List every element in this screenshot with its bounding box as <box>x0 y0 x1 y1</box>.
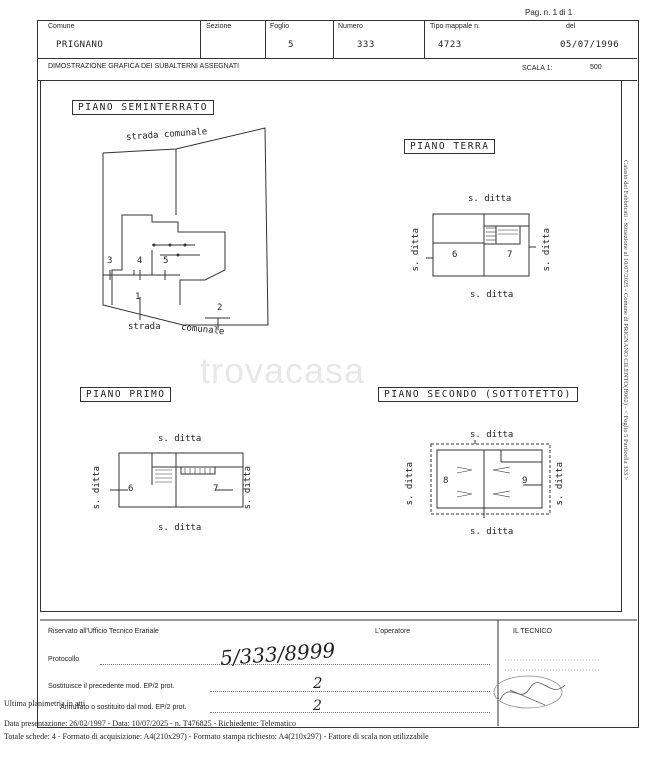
terra-sub-7: 7 <box>507 250 513 260</box>
piano-secondo-label: PIANO SECONDO (SOTTOTETTO) <box>378 387 578 402</box>
numero-value: 333 <box>357 40 375 50</box>
page-num: 1 <box>552 8 558 17</box>
tecnico-label: IL TECNICO <box>513 628 552 635</box>
sostituisce-value: 2 <box>313 674 323 692</box>
del-value: 05/07/1996 <box>560 40 620 50</box>
reserved-label: Riservato all'Ufficio Tecnico Erariale <box>48 628 159 635</box>
sezione-label: Sezione <box>206 23 232 30</box>
strada-comunale-top: strada comunale <box>125 127 208 143</box>
piano-seminterrato-label: PIANO SEMINTERRATO <box>72 100 214 115</box>
foglio-label: Foglio <box>270 23 290 30</box>
page-total: 1 <box>567 8 573 17</box>
del-label: del <box>566 23 576 30</box>
primo-ditta-left: s. ditta <box>92 466 102 510</box>
primo-sub-7: 7 <box>213 484 219 494</box>
side-catasto-note: Catasto dei Fabbricati - Situazione al 10/07/2025 - Comune di PRIGNANO CILENTO(H062) - < Foglio 5 Particella 333 > <box>622 160 629 481</box>
sub-4: 4 <box>137 256 143 266</box>
terra-ditta-bottom: s. ditta <box>470 290 514 300</box>
page-label: Pag. n. <box>525 8 551 17</box>
sub-1: 1 <box>135 292 141 302</box>
secondo-ditta-top: s. ditta <box>470 430 514 440</box>
comune-label: Comune <box>48 23 75 30</box>
strada-bottom: strada <box>128 322 161 332</box>
primo-ditta-top: s. ditta <box>158 434 202 444</box>
tipo-mappale-label: Tipo mappale n. <box>430 23 480 30</box>
terra-sub-6: 6 <box>452 250 458 260</box>
annullato-label: Annullato o sostituito dal mod. EP/2 prot. <box>60 704 187 711</box>
piano-primo-label: PIANO PRIMO <box>80 387 171 402</box>
protocollo-value: 5/333/8999 <box>219 638 336 670</box>
piano-terra-label: PIANO TERRA <box>404 139 495 154</box>
terra-ditta-top: s. ditta <box>468 194 512 204</box>
page-di: di <box>559 8 566 17</box>
terra-ditta-right: s. ditta <box>542 228 552 272</box>
protocollo-label: Protocollo <box>48 656 80 663</box>
comunale-bottom: comunale <box>180 322 225 338</box>
document-title: DIMOSTRAZIONE GRAFICA DEI SUBALTERNI ASSEGNATI <box>48 63 240 70</box>
numero-label: Numero <box>338 23 363 30</box>
footer-line-2: Data presentazione: 26/02/1997 - Data: 10/07/2025 - n. T476825 - Richiedente: Telematico <box>4 719 296 728</box>
secondo-sub-9: 9 <box>522 476 528 486</box>
secondo-ditta-right: s. ditta <box>555 462 565 506</box>
tipo-mappale-value: 4723 <box>438 40 462 50</box>
sub-2: 2 <box>217 303 223 313</box>
footer-line-3: Totale schede: 4 - Formato di acquisizione: A4(210x297) - Formato stampa richiesto: A4(210x297) - Fattore di scala non utilizzabile <box>4 732 429 741</box>
secondo-ditta-left: s. ditta <box>405 462 415 506</box>
primo-ditta-bottom: s. ditta <box>158 523 202 533</box>
footer-line-1: Ultima planimetria in atti <box>4 699 86 708</box>
annullato-value: 2 <box>313 698 322 714</box>
scala-value: 500 <box>590 64 602 71</box>
foglio-value: 5 <box>288 40 294 50</box>
primo-sub-6: 6 <box>128 484 134 494</box>
scala-label: SCALA 1: <box>522 65 553 72</box>
watermark: trovacasa <box>200 350 366 391</box>
primo-ditta-right: s. ditta <box>243 466 253 510</box>
operatore-label: L'operatore <box>375 628 411 635</box>
sostituisce-label: Sostituisce il precedente mod. EP/2 prot. <box>48 683 175 690</box>
sub-5: 5 <box>163 256 169 266</box>
terra-ditta-left: s. ditta <box>411 228 421 272</box>
sub-3: 3 <box>107 256 113 266</box>
secondo-sub-8: 8 <box>443 476 449 486</box>
secondo-ditta-bottom: s. ditta <box>470 527 514 537</box>
comune-value: PRIGNANO <box>56 40 104 50</box>
